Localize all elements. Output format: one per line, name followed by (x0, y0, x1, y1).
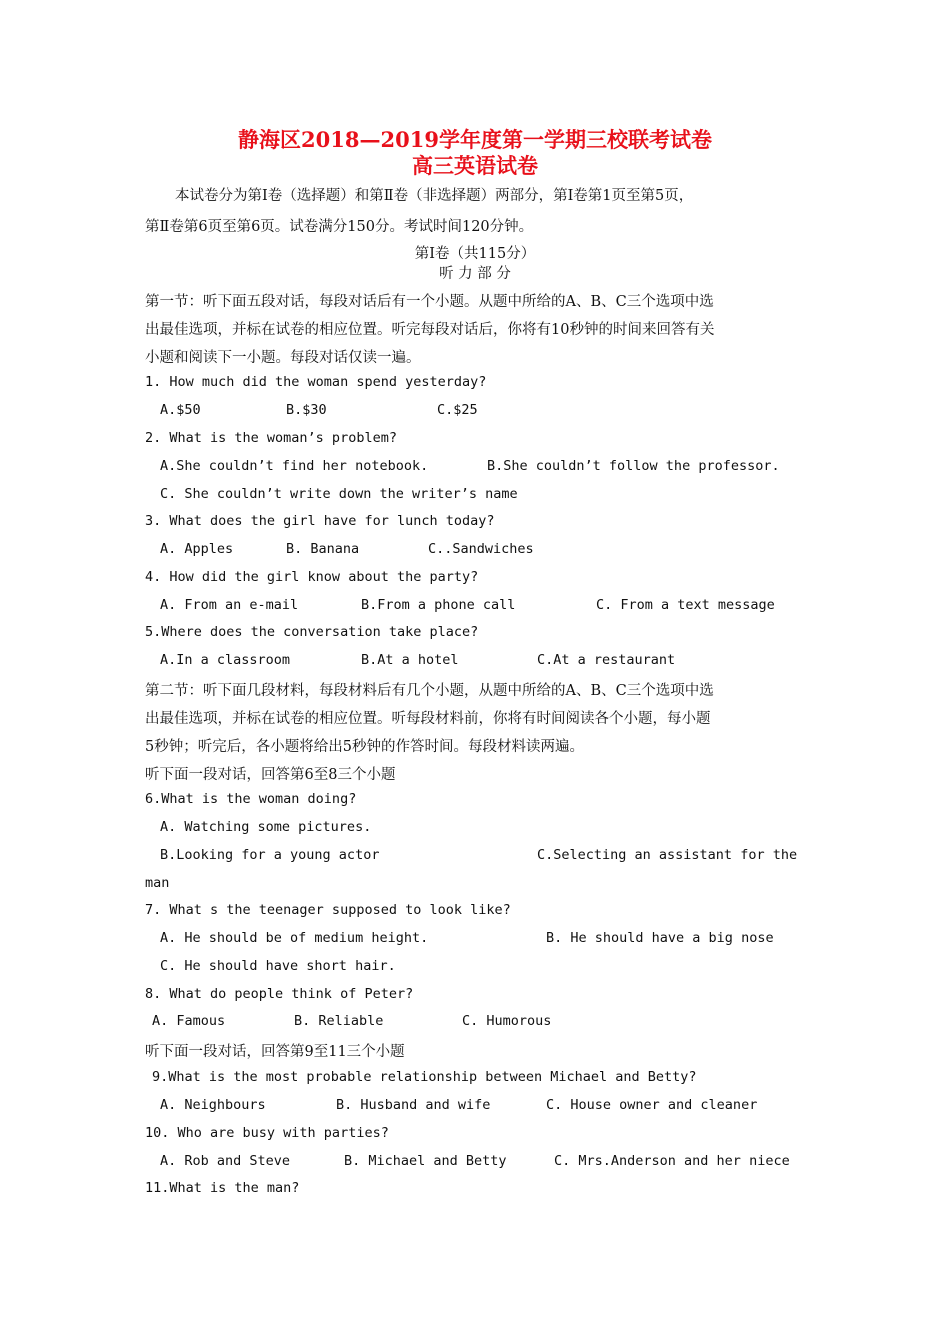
question-5-option-b: B.At a hotel (361, 652, 459, 668)
question-1-option-a: A.$50 (160, 402, 201, 418)
exam-subtitle: 高三英语试卷 (412, 153, 538, 178)
question-1-option-b: B.$30 (286, 402, 327, 418)
question-1-stem: 1. How much did the woman spend yesterday? (145, 374, 487, 390)
question-6-option-c-continued: man (145, 875, 170, 891)
question-8-option-a: A. Famous (152, 1013, 226, 1029)
question-5-stem: 5.Where does the conversation take place? (145, 624, 479, 640)
question-5-option-c: C.At a restaurant (537, 652, 676, 668)
question-6-option-a: A. Watching some pictures. (160, 819, 372, 835)
intro-text-line-1: 本试卷分为第Ⅰ卷（选择题）和第Ⅱ卷（非选择题）两部分，第Ⅰ卷第1页至第5页， (175, 188, 694, 204)
question-1-option-c: C.$25 (437, 402, 478, 418)
section1-instructions-line-3: 小题和阅读下一小题。每段对话仅读一遍。 (145, 350, 421, 366)
question-3-option-a: A. Apples (160, 541, 234, 557)
section2-instructions-line-3: 5秒钟；听完后，各小题将给出5秒钟的作答时间。每段材料读两遍。 (145, 739, 584, 755)
group-1-instruction: 听下面一段对话，回答第6至8三个小题 (145, 767, 396, 783)
question-2-option-a: A.She couldn’t find her notebook. (160, 458, 429, 474)
question-2-stem: 2. What is the woman’s problem? (145, 430, 397, 446)
question-10-option-b: B. Michael and Betty (344, 1153, 507, 1169)
question-4-option-c: C. From a text message (596, 597, 775, 613)
question-7-option-b: B. He should have a big nose (546, 930, 774, 946)
volume-heading: 第Ⅰ卷（共115分） (414, 246, 536, 262)
listening-heading: 听 力 部 分 (439, 266, 511, 282)
question-8-option-b: B. Reliable (294, 1013, 384, 1029)
question-8-stem: 8. What do people think of Peter? (145, 986, 414, 1002)
question-7-option-a: A. He should be of medium height. (160, 930, 429, 946)
question-6-option-c: C.Selecting an assistant for the (537, 847, 798, 863)
question-4-option-b: B.From a phone call (361, 597, 516, 613)
question-9-option-a: A. Neighbours (160, 1097, 266, 1113)
section2-instructions-line-2: 出最佳选项，并标在试卷的相应位置。听每段材料前，你将有时间阅读各个小题，每小题 (145, 711, 711, 727)
question-9-option-c: C. House owner and cleaner (546, 1097, 758, 1113)
intro-text-line-2: 第Ⅱ卷第6页至第6页。试卷满分150分。考试时间120分钟。 (145, 219, 534, 235)
question-4-stem: 4. How did the girl know about the party? (145, 569, 479, 585)
question-2-option-c: C. She couldn’t write down the writer’s name (160, 486, 518, 502)
question-3-option-c: C..Sandwiches (428, 541, 534, 557)
section1-instructions-line-1: 第一节：听下面五段对话，每段对话后有一个小题。从题中所给的A、B、C三个选项中选 (145, 294, 714, 310)
group-2-instruction: 听下面一段对话，回答第9至11三个小题 (145, 1044, 405, 1060)
question-6-stem: 6.What is the woman doing? (145, 791, 357, 807)
exam-title: 静海区2018—2019学年度第一学期三校联考试卷 (238, 127, 712, 152)
question-6-option-b: B.Looking for a young actor (160, 847, 380, 863)
question-10-option-c: C. Mrs.Anderson and her niece (554, 1153, 790, 1169)
question-9-stem: 9.What is the most probable relationship between Michael and Betty? (152, 1069, 697, 1085)
question-5-option-a: A.In a classroom (160, 652, 291, 668)
question-3-stem: 3. What does the girl have for lunch today? (145, 513, 495, 529)
question-7-option-c: C. He should have short hair. (160, 958, 396, 974)
question-7-stem: 7. What s the teenager supposed to look like? (145, 902, 511, 918)
question-2-option-b: B.She couldn’t follow the professor. (487, 458, 780, 474)
section2-instructions-line-1: 第二节：听下面几段材料，每段材料后有几个小题，从题中所给的A、B、C三个选项中选 (145, 683, 714, 699)
question-8-option-c: C. Humorous (462, 1013, 552, 1029)
question-11-stem: 11.What is the man? (145, 1180, 300, 1196)
question-10-option-a: A. Rob and Steve (160, 1153, 291, 1169)
section1-instructions-line-2: 出最佳选项，并标在试卷的相应位置。听完每段对话后，你将有10秒钟的时间来回答有关 (145, 322, 715, 338)
question-10-stem: 10. Who are busy with parties? (145, 1125, 389, 1141)
question-9-option-b: B. Husband and wife (336, 1097, 491, 1113)
question-3-option-b: B. Banana (286, 541, 360, 557)
question-4-option-a: A. From an e-mail (160, 597, 299, 613)
